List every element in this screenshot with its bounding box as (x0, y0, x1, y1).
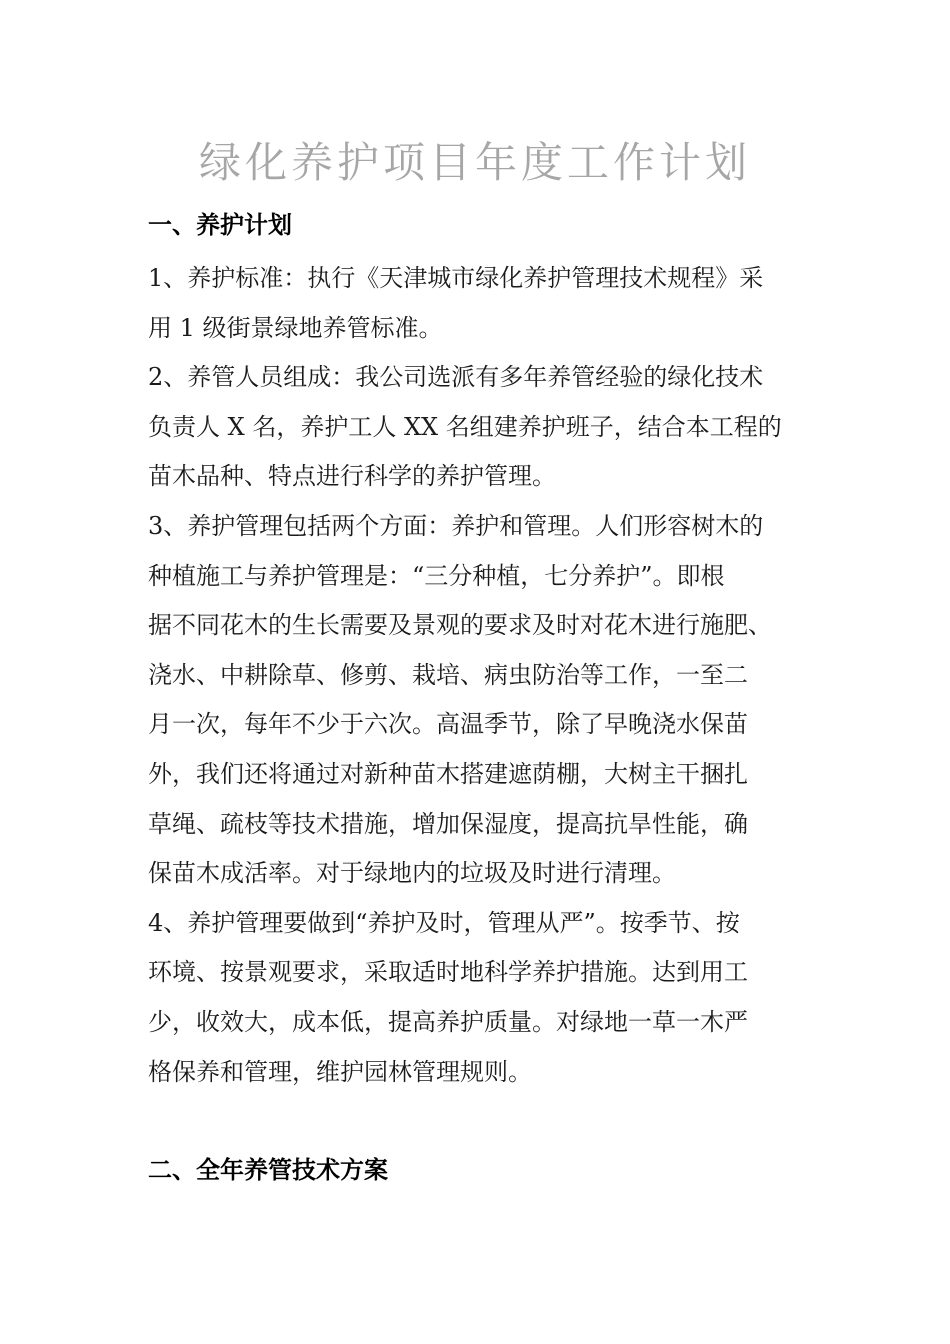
body-line: 少，收效大，成本低，提高养护质量。对绿地一草一木严 (148, 1007, 748, 1036)
body-line: 3、养护管理包括两个方面：养护和管理。人们形容树木的 (148, 511, 764, 540)
body-line: 浇水、中耕除草、修剪、栽培、病虫防治等工作，一至二 (148, 660, 748, 689)
body-line: 月一次，每年不少于六次。高温季节，除了早晚浇水保苗 (148, 710, 748, 739)
section-heading-annual-technical-plan: 二、全年养管技术方案 (148, 1156, 388, 1184)
section-heading-maintenance-plan: 一、养护计划 (148, 211, 292, 239)
body-line: 据不同花木的生长需要及景观的要求及时对花木进行施肥、 (148, 611, 772, 640)
body-line: 苗木品种、特点进行科学的养护管理。 (148, 462, 556, 491)
body-line: 环境、按景观要求，采取适时地科学养护措施。达到用工 (148, 958, 748, 987)
body-line: 保苗木成活率。对于绿地内的垃圾及时进行清理。 (148, 859, 676, 888)
body-line: 外，我们还将通过对新种苗木搭建遮荫棚，大树主干捆扎 (148, 759, 748, 788)
body-paragraphs (148, 258, 808, 1101)
body-line: 负责人 X 名，养护工人 XX 名组建养护班子，结合本工程的 (148, 412, 782, 441)
body-line: 2、养管人员组成：我公司选派有多年养管经验的绿化技术 (148, 363, 764, 392)
body-line: 4、养护管理要做到“养护及时，管理从严”。按季节、按 (148, 908, 740, 937)
document-title: 绿化养护项目年度工作计划 (198, 138, 751, 187)
body-line: 用 1 级街景绿地养管标准。 (148, 313, 443, 342)
body-line: 1、养护标准：执行《天津城市绿化养护管理技术规程》采 (148, 264, 764, 292)
body-line: 草绳、疏枝等技术措施，增加保湿度，提高抗旱性能，确 (148, 809, 748, 838)
body-line: 种植施工与养护管理是：“三分种植，七分养护”。即根 (148, 561, 725, 590)
body-line: 格保养和管理，维护园林管理规则。 (148, 1057, 532, 1086)
